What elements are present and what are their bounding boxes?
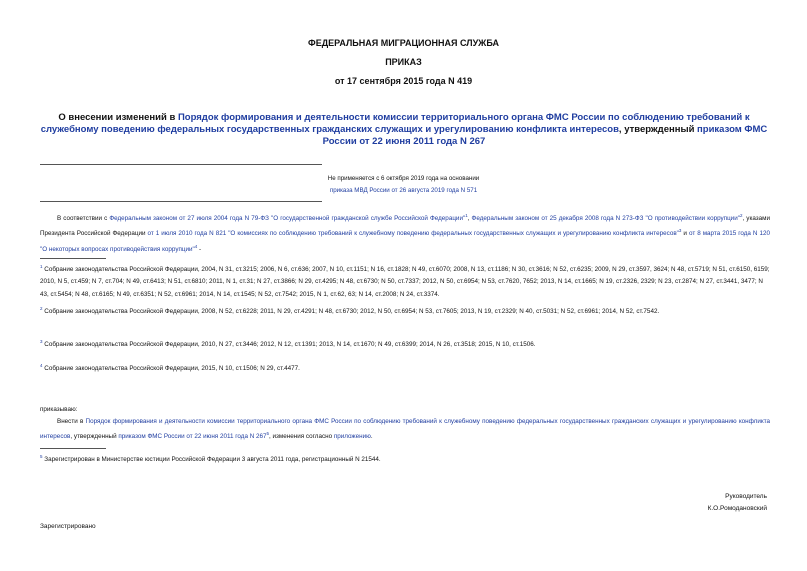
link-ukaz-120[interactable]: от 8 марта 2015 года N 120 "О некоторых вопросах противодействия коррупции" <box>40 230 770 253</box>
footnote-mark-2[interactable]: 2 <box>739 213 743 218</box>
footnote-3 <box>40 336 770 351</box>
footnote-4 <box>40 360 770 375</box>
footnote-1 <box>40 261 770 301</box>
title-link-procedure[interactable]: Порядок формирования и деятельности комиссии территориального органа ФМС России по соблюдению требований к служебному поведению федеральных государственных гражданских служащих и урегулированию конфликта интересов <box>40 112 750 135</box>
preamble-text-5: - <box>197 245 202 253</box>
footnote-2-text: Собрание законодательства Российской Федерации, 2008, N 52, ст.6228; 2011, N 29, ст.4291; N 48, ст.6730; 2012, N 50, ст.6954; N 53, ст.7605; 2013, N 19, ст.2329; N 40, ст.5031; N 52, ст.6961; 2014, N 52, ст.7542. <box>44 308 660 316</box>
agency-name: ФЕДЕРАЛЬНАЯ МИГРАЦИОННАЯ СЛУЖБА <box>308 38 499 48</box>
order-text-3: , изменения согласно <box>269 433 334 441</box>
footnote-1-mark: 1 <box>40 264 43 269</box>
document-title <box>40 112 768 148</box>
footnote-1-text: Собрание законодательства Российской Федерации, 2004, N 31, ст.3215; 2006, N 6, ст.636; 2007, N 10, ст.1151; N 16, ст.1828; N 49, ст.6070; 2008, N 13, ст.1186; N 30, ст.3616; N 52, ст.6235; 2009, N 29, ст.3597, 3624; N 48, ст.5719; N 51, ст.6150, 6159; 2010, N 5, ст.459; N 7, ст.704; N 49, ст.6413; N 51, ст.6810; 2011, N 1, ст.31; N 27, ст.3866; N 29, ст.4295; N 48, ст.6730; N 50, ст.7337; 2012, N 50, ст.6954; N 53, ст.7620, 7652; 2013, N 14, ст.1665; N 19, ст.2326, 2329; N 23, ст.2874; N 27, ст.3441, 3477; N 43, ст.5454; N 48, ст.6165; N 49, ст.6351; N 52, ст.6961; 2014, N 14, ст.1545; N 52, ст.7542; 2015, N 1, ст.62, 63; N 14, ст.2008; N 24, ст.3374. <box>40 266 770 298</box>
doc-date: от 17 сентября 2015 года N 419 <box>334 76 473 86</box>
order-word: приказываю: <box>40 406 78 413</box>
preamble-text-2: , <box>467 215 472 223</box>
doc-type: ПРИКАЗ <box>385 57 422 67</box>
footnote-rule-2 <box>40 448 106 449</box>
order-link-appendix[interactable]: приложению <box>333 433 371 441</box>
footnote-2-mark: 2 <box>40 306 43 311</box>
footnote-5-mark: 5 <box>40 454 43 459</box>
footnote-4-text: Собрание законодательства Российской Федерации, 2015, N 10, ст.1506; N 29, ст.4477. <box>44 365 300 373</box>
title-link-order-267[interactable]: приказом ФМС России от 22 июня 2011 года N 267 <box>322 124 768 147</box>
divider-bottom <box>40 201 322 202</box>
footnote-4-mark: 4 <box>40 363 43 368</box>
order-link-267[interactable]: приказом ФМС России от 22 июня 2011 года N 267 <box>118 433 267 441</box>
status-line-2[interactable] <box>0 185 807 197</box>
preamble-text-3: , указами Президента Российской Федерации <box>40 215 771 238</box>
title-prefix: О внесении изменений в <box>58 112 178 123</box>
preamble-text-1: В соответствии с <box>57 215 110 223</box>
order-paragraph <box>40 416 770 444</box>
order-link-procedure[interactable]: Порядок формирования и деятельности комиссии территориального органа ФМС России по соблюдению требований к служебному поведению федеральных государственных гражданских служащих и урегулированию конфликта интересов <box>40 418 771 441</box>
footnote-2 <box>40 303 770 318</box>
title-middle: , утвержденный <box>618 124 698 135</box>
footnote-mark-5[interactable]: 5 <box>266 431 270 437</box>
footnote-3-text: Собрание законодательства Российской Федерации, 2010, N 27, ст.3446; 2012, N 12, ст.1391; 2013, N 14, ст.1670; N 49, ст.6399; 2014, N 26, ст.3518; 2015, N 10, ст.1506. <box>44 341 536 349</box>
signature-name: К.О.Ромодановский <box>707 505 767 512</box>
footnote-rule-1 <box>40 258 106 259</box>
link-ukaz-821[interactable]: от 1 июля 2010 года N 821 "О комиссиях по соблюдению требований к служебному поведению федеральных государственных служащих и урегулированию конфликта интересов" <box>147 230 679 238</box>
footnote-5 <box>40 451 770 466</box>
order-text-2: , утвержденный <box>70 433 119 441</box>
registered-label: Зарегистрировано <box>40 523 96 530</box>
divider-top <box>40 164 322 165</box>
footnote-5-text: Зарегистрирован в Министерстве юстиции Российской Федерации 3 августа 2011 года, регистрационный N 21544. <box>44 456 381 464</box>
preamble-paragraph <box>40 210 770 256</box>
signature-role: Руководитель <box>725 493 767 500</box>
footnote-mark-1[interactable]: 1 <box>465 213 468 218</box>
preamble-text-4: и <box>681 230 689 238</box>
status-line-1: Не применяется с 6 октября 2019 года на основании <box>327 175 480 182</box>
order-text-1: Внести в <box>57 418 86 425</box>
link-fz-273[interactable]: Федеральным законом от 25 декабря 2008 года N 273-ФЗ "О противодействии коррупции" <box>471 215 740 223</box>
footnote-3-mark: 3 <box>40 339 43 344</box>
status-link-mvd-571[interactable]: приказа МВД России от 26 августа 2019 года N 571 <box>329 187 478 194</box>
footnote-mark-4[interactable]: 4 <box>194 243 198 249</box>
link-fz-79[interactable]: Федеральным законом от 27 июля 2004 года N 79-ФЗ "О государственной гражданской службе Российской Федерации" <box>109 215 466 223</box>
footnote-mark-3[interactable]: 3 <box>678 228 682 234</box>
order-text-4: . <box>370 433 373 441</box>
